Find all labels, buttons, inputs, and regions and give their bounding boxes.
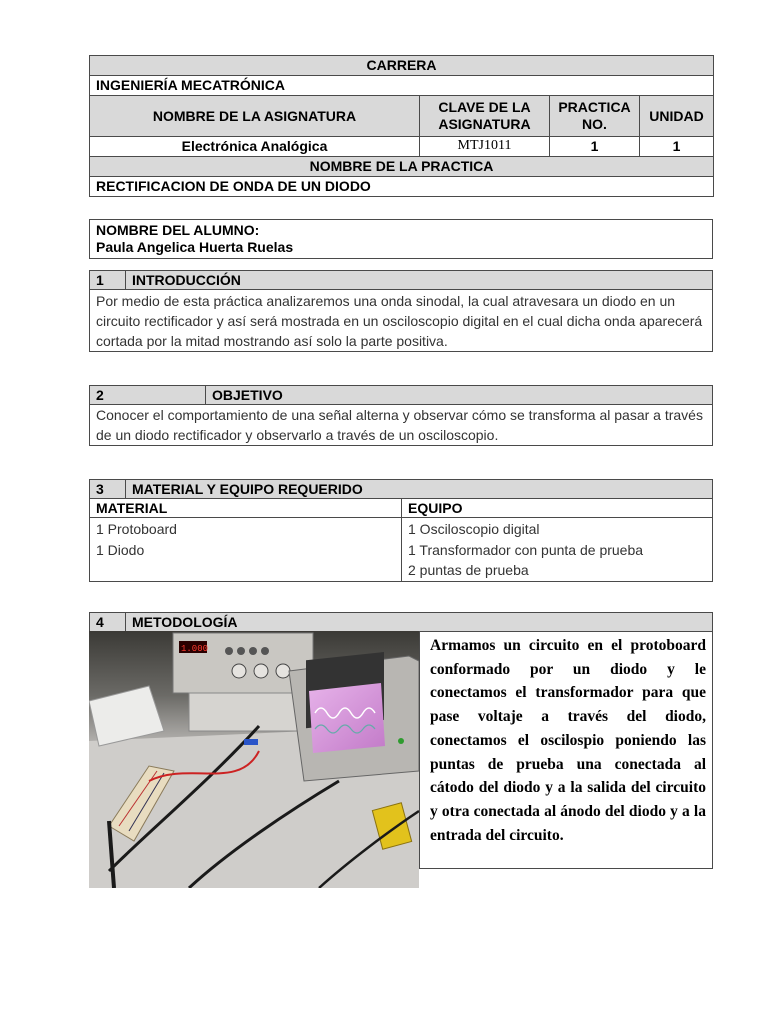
generator-display: 1.000 — [181, 644, 209, 654]
carrera-value: INGENIERÍA MECATRÓNICA — [90, 76, 714, 96]
material-header: MATERIAL — [90, 499, 402, 518]
material-list — [90, 518, 402, 582]
introduccion-text: Por medio de esta práctica analizaremos una onda sinodal, la cual atravesara un diodo en un circuito rectificador y así será mostrada en un osciloscopio digital en el cual dicha onda aparecerá cortada por la mitad mostrando así solo la parte positiva. — [90, 290, 713, 352]
practica-value: 1 — [550, 137, 640, 157]
metodologia-text-cell — [420, 632, 713, 869]
list-item: 1 Protoboard — [96, 521, 177, 537]
clave-value: MTJ1011 — [420, 137, 550, 157]
introduccion-section — [89, 270, 713, 352]
material-section — [89, 479, 713, 582]
metodologia-number: 4 — [90, 613, 126, 632]
metodologia-text: Armamos un circuito en el protoboard conformado por un diodo y le conectamos el transformador para que pase voltaje a través del diodo, conectamos el oscilospio poniendo las puntas de prueba una conectada al cátodo del diodo y a la salida del circuito y otra conectada al ánodo del diodo y a la entrada del circuito. — [430, 637, 706, 844]
unidad-label: UNIDAD — [640, 96, 714, 137]
list-item: 1 Transformador con punta de prueba — [408, 541, 644, 558]
metodologia-title: METODOLOGÍA — [126, 613, 713, 632]
header-table — [89, 55, 714, 197]
objetivo-section — [89, 385, 713, 446]
oscilloscope — [289, 652, 419, 781]
nombre-practica-label: NOMBRE DE LA PRACTICA — [90, 157, 714, 177]
lab-photo — [89, 631, 419, 888]
objetivo-text: Conocer el comportamiento de una señal alterna y observar cómo se transforma al pasar a través de un diodo rectificador y observarlo a través de un osciloscopio. — [90, 405, 713, 446]
equipo-list — [402, 518, 713, 582]
alumno-label: NOMBRE DEL ALUMNO: — [96, 222, 260, 239]
equipo-header: EQUIPO — [402, 499, 713, 518]
material-number: 3 — [90, 480, 126, 499]
clave-label: CLAVE DE LA ASIGNATURA — [420, 96, 550, 137]
introduccion-title: INTRODUCCIÓN — [126, 271, 713, 290]
unidad-value: 1 — [640, 137, 714, 157]
alumno-table — [89, 219, 713, 259]
list-item: 2 puntas de prueba — [408, 562, 529, 578]
asignatura-label: NOMBRE DE LA ASIGNATURA — [90, 96, 420, 137]
introduccion-number: 1 — [90, 271, 126, 290]
alumno-cell — [90, 220, 713, 259]
list-item: 1 Diodo — [96, 541, 145, 558]
material-title: MATERIAL Y EQUIPO REQUERIDO — [126, 480, 713, 499]
objetivo-number: 2 — [90, 386, 206, 405]
nombre-practica-value: RECTIFICACION DE ONDA DE UN DIODO — [90, 177, 714, 197]
list-item: 1 Osciloscopio digital — [408, 521, 540, 537]
carrera-label: CARRERA — [90, 56, 714, 76]
alumno-value: Paula Angelica Huerta Ruelas — [96, 239, 294, 255]
practica-label: PRACTICA NO. — [550, 96, 640, 137]
asignatura-value: Electrónica Analógica — [90, 137, 420, 157]
objetivo-title: OBJETIVO — [206, 386, 713, 405]
